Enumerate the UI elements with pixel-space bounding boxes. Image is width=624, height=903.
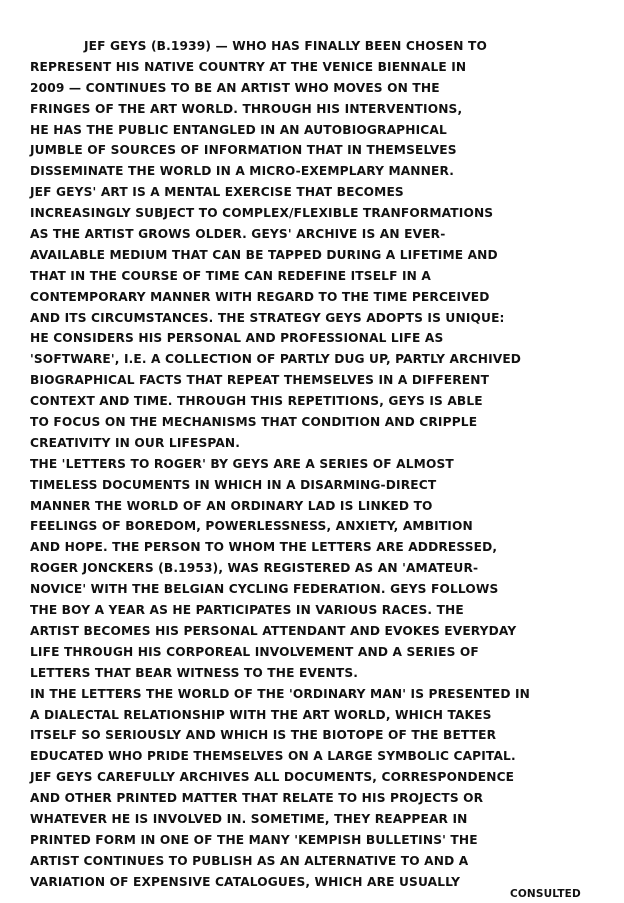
text-line-continuation: CONSULTED (510, 887, 581, 900)
text-line: PRINTED FORM IN ONE OF THE MANY 'KEMPISH BULLETINS' THE (30, 832, 478, 847)
text-line: FRINGES OF THE ART WORLD. THROUGH HIS INTERVENTIONS, (30, 101, 463, 116)
text-line: ARTIST CONTINUES TO PUBLISH AS AN ALTERNATIVE TO AND A (30, 853, 469, 868)
text-line: ARTIST BECOMES HIS PERSONAL ATTENDANT AND EVOKES EVERYDAY (30, 623, 517, 638)
text-line: VARIATION OF EXPENSIVE CATALOGUES, WHICH ARE USUALLY (30, 874, 461, 889)
text-line: CONTEXT AND TIME. THROUGH THIS REPETITIONS, GEYS IS ABLE (30, 394, 483, 409)
text-line: AS THE ARTIST GROWS OLDER. GEYS' ARCHIVE IS AN EVER- (30, 227, 446, 242)
text-line: TO FOCUS ON THE MECHANISMS THAT CONDITION AND CRIPPLE (30, 415, 478, 430)
text-line: CREATIVITY IN OUR LIFESPAN. (30, 435, 241, 450)
text-line: JUMBLE OF SOURCES OF INFORMATION THAT IN THEMSELVES (30, 143, 457, 158)
text-line: IN THE LETTERS THE WORLD OF THE 'ORDINARY MAN' IS PRESENTED IN (30, 686, 531, 701)
text-line: A DIALECTAL RELATIONSHIP WITH THE ART WORLD, WHICH TAKES (30, 707, 492, 722)
text-line: FEELINGS OF BOREDOM, POWERLESSNESS, ANXIETY, AMBITION (30, 519, 473, 534)
text-line: JEF GEYS' ART IS A MENTAL EXERCISE THAT BECOMES (30, 185, 404, 200)
text-line: REPRESENT HIS NATIVE COUNTRY AT THE VENICE BIENNALE IN (30, 59, 467, 74)
text-line: TIMELESS DOCUMENTS IN WHICH IN A DISARMING-DIRECT (30, 477, 437, 492)
text-line: LETTERS THAT BEAR WITNESS TO THE EVENTS. (30, 665, 359, 680)
text-line: 2009 — CONTINUES TO BE AN ARTIST WHO MOVES ON THE (30, 80, 440, 95)
text-line: INCREASINGLY SUBJECT TO COMPLEX/FLEXIBLE TRANFORMATIONS (30, 206, 494, 221)
text-line: CONTEMPORARY MANNER WITH REGARD TO THE TIME PERCEIVED (30, 289, 490, 304)
text-line: EDUCATED WHO PRIDE THEMSELVES ON A LARGE SYMBOLIC CAPITAL. (30, 749, 516, 764)
text-line: LIFE THROUGH HIS CORPOREAL INVOLVEMENT AND A SERIES OF (30, 644, 479, 659)
text-line: AND ITS CIRCUMSTANCES. THE STRATEGY GEYS ADOPTS IS UNIQUE: (30, 310, 505, 325)
text-line: WHATEVER HE IS INVOLVED IN. SOMETIME, THEY REAPPEAR IN (30, 811, 468, 826)
text-line: BIOGRAPHICAL FACTS THAT REPEAT THEMSELVES IN A DIFFERENT (30, 373, 490, 388)
text-line: JEF GEYS CAREFULLY ARCHIVES ALL DOCUMENTS, CORRESPONDENCE (30, 770, 515, 785)
text-line: AVAILABLE MEDIUM THAT CAN BE TAPPED DURING A LIFETIME AND (30, 247, 498, 262)
text-line: MANNER THE WORLD OF AN ORDINARY LAD IS LINKED TO (30, 498, 433, 513)
text-line: JEF GEYS (B.1939) — WHO HAS FINALLY BEEN CHOSEN TO (84, 39, 487, 53)
text-line: THE 'LETTERS TO ROGER' BY GEYS ARE A SERIES OF ALMOST (30, 456, 454, 471)
text-line: DISSEMINATE THE WORLD IN A MICRO-EXEMPLARY MANNER. (30, 164, 455, 179)
handwritten-text-block (30, 36, 600, 903)
text-line: NOVICE' WITH THE BELGIAN CYCLING FEDERATION. GEYS FOLLOWS (30, 582, 499, 597)
text-line: HE HAS THE PUBLIC ENTANGLED IN AN AUTOBIOGRAPHICAL (30, 122, 447, 137)
text-line: AND HOPE. THE PERSON TO WHOM THE LETTERS ARE ADDRESSED, (30, 540, 498, 555)
text-line: THE BOY A YEAR AS HE PARTICIPATES IN VARIOUS RACES. THE (30, 603, 464, 618)
text-line: AND OTHER PRINTED MATTER THAT RELATE TO HIS PROJECTS OR (30, 791, 484, 806)
text-line: 'SOFTWARE', I.E. A COLLECTION OF PARTLY DUG UP, PARTLY ARCHIVED (30, 352, 522, 367)
text-line: HE CONSIDERS HIS PERSONAL AND PROFESSIONAL LIFE AS (30, 331, 444, 346)
text-line: THAT IN THE COURSE OF TIME CAN REDEFINE ITSELF IN A (30, 268, 431, 283)
text-line: ROGER JONCKERS (B.1953), WAS REGISTERED AS AN 'AMATEUR- (30, 561, 479, 576)
text-line: ITSELF SO SERIOUSLY AND WHICH IS THE BIOTOPE OF THE BETTER (30, 728, 497, 743)
